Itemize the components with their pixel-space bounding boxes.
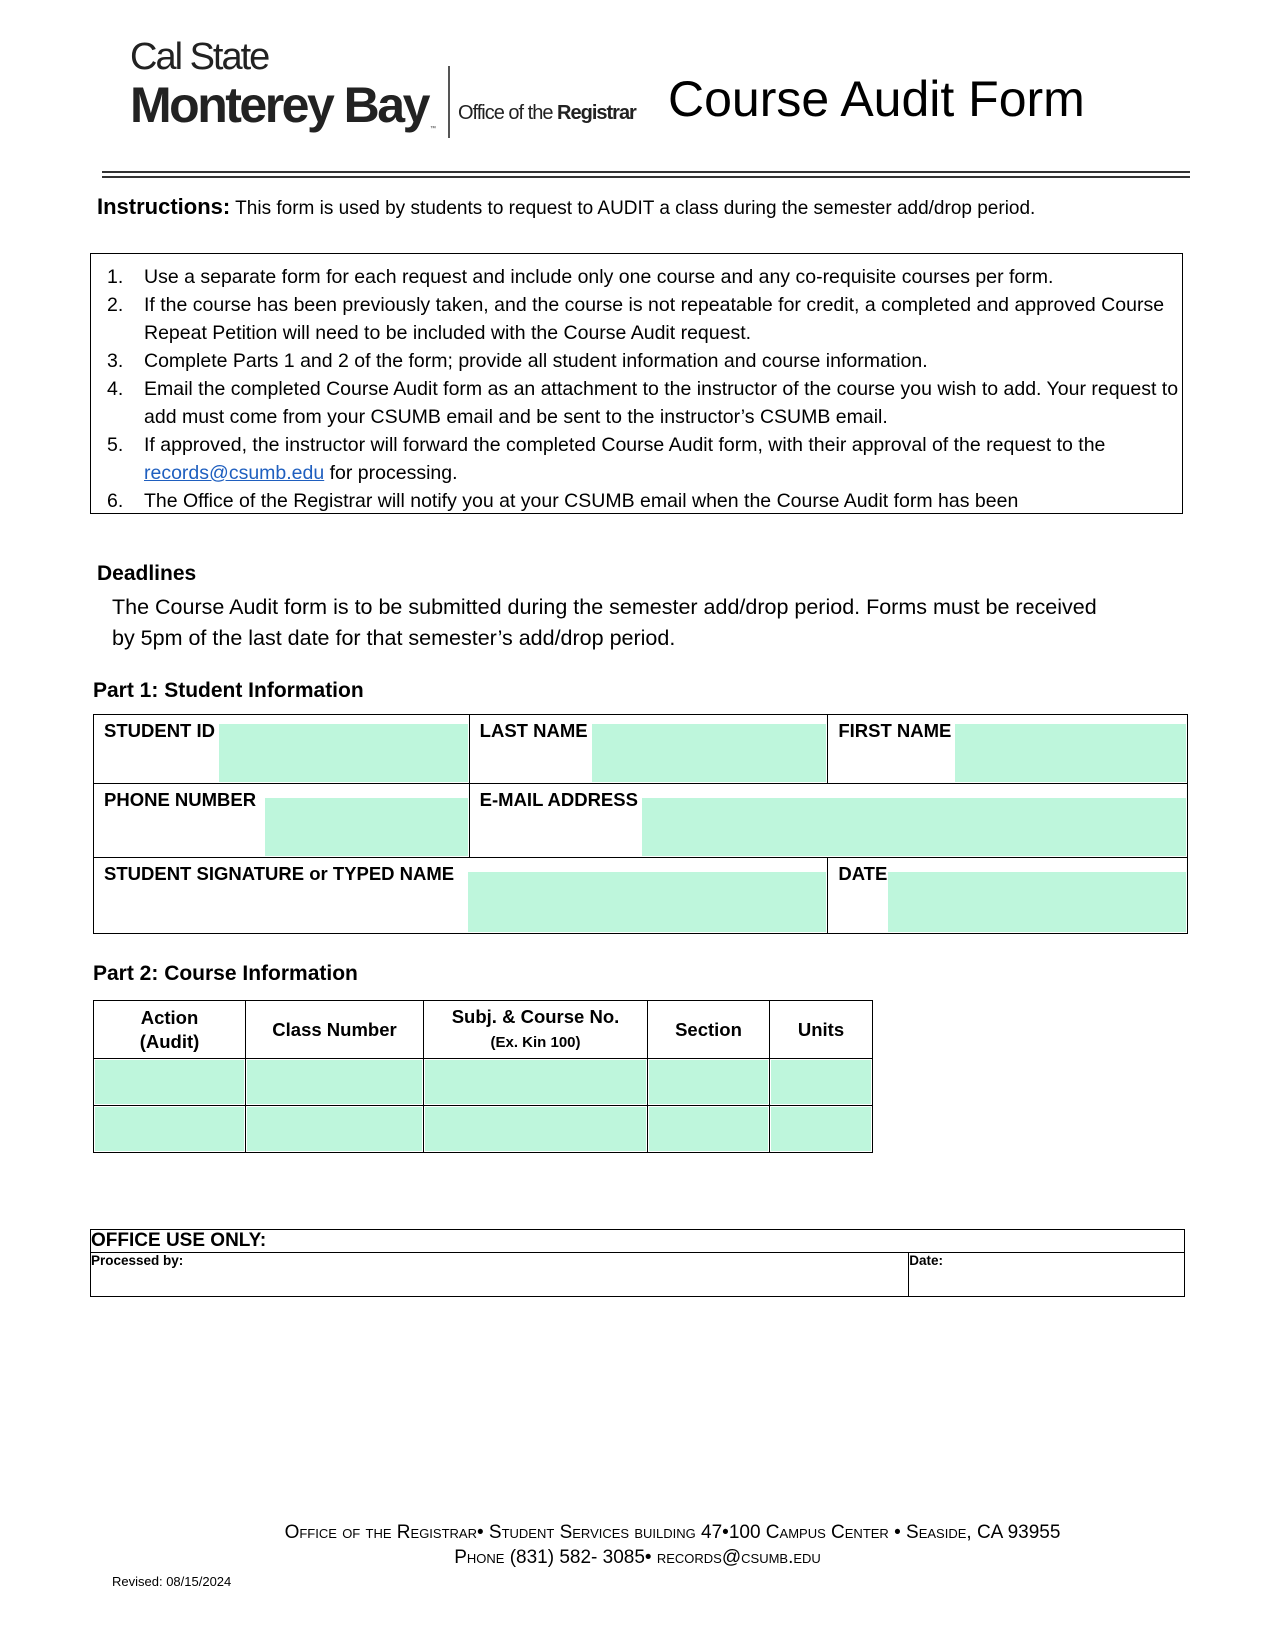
step-number: 4.	[107, 378, 124, 400]
instructions-steps	[91, 263, 1183, 514]
student-info-table	[93, 714, 1188, 934]
subject-field[interactable]	[425, 1107, 646, 1151]
class-number-cell	[246, 1059, 424, 1106]
class-number-cell	[246, 1106, 424, 1153]
date-field[interactable]	[888, 872, 1186, 932]
course-info-table	[93, 1000, 873, 1153]
subject-cell	[424, 1059, 648, 1106]
last-name-label: LAST NAME	[479, 720, 588, 741]
logo-cal-state: Cal State	[130, 36, 269, 78]
section-field[interactable]	[649, 1060, 768, 1104]
col-action	[94, 1001, 246, 1059]
col-subject-course	[424, 1001, 648, 1059]
logo-monterey-bay: Monterey Bay	[130, 77, 428, 133]
step-text: If approved, the instructor will forward the completed Course Audit form, with their approval of the request to the	[144, 434, 1106, 456]
office-use-heading: OFFICE USE ONLY:	[91, 1230, 1185, 1253]
part2-heading: Part 2: Course Information	[93, 962, 358, 985]
logo-office-of-registrar	[458, 102, 636, 125]
step-number: 5.	[107, 434, 124, 456]
office-use-table	[90, 1229, 1185, 1297]
deadlines-text: The Course Audit form is to be submitted during the semester add/drop period. Forms must be received by 5pm of the last date for that semester’s add/drop period.	[112, 595, 1097, 650]
phone-label: PHONE NUMBER	[104, 789, 257, 810]
list-item	[91, 487, 1183, 514]
subject-cell	[424, 1106, 648, 1153]
header-rule-2	[102, 176, 1190, 178]
email-label: E-MAIL ADDRESS	[479, 789, 638, 810]
class-number-field[interactable]	[247, 1060, 422, 1104]
first-name-label: FIRST NAME	[838, 720, 952, 741]
col-units: Units	[770, 1001, 873, 1059]
office-date-cell: Date:	[909, 1253, 1185, 1297]
last-name-cell	[469, 715, 828, 784]
section-cell	[648, 1059, 770, 1106]
list-item	[91, 291, 1183, 347]
col-section: Section	[648, 1001, 770, 1059]
step-number: 1.	[107, 266, 124, 288]
step-number: 3.	[107, 350, 124, 372]
footer-address: Office of the Registrar• Student Services building 47•100 Campus Center • Seaside, CA 93955	[284, 1522, 1061, 1543]
list-item	[91, 431, 1183, 487]
revised-date: Revised: 08/15/2024	[112, 1574, 232, 1589]
step-text: The Office of the Registrar will notify you at your CSUMB email when the Course Audit form has been	[144, 490, 1019, 512]
part1-heading: Part 1: Student Information	[93, 679, 364, 702]
date-label: DATE	[838, 863, 888, 884]
class-number-field[interactable]	[247, 1107, 422, 1151]
action-cell	[94, 1059, 246, 1106]
step-number: 2.	[107, 294, 124, 316]
units-field[interactable]	[771, 1060, 871, 1104]
list-item	[91, 375, 1183, 431]
phone-field[interactable]	[265, 798, 468, 856]
signature-field[interactable]	[468, 872, 826, 932]
signature-cell	[94, 858, 828, 934]
email-cell	[469, 784, 1187, 858]
col-action-label: Action	[140, 1006, 199, 1028]
section-cell	[648, 1106, 770, 1153]
list-item	[91, 263, 1183, 291]
logo-registrar-text: Registrar	[557, 102, 636, 124]
step-text: Email the completed Course Audit form as an attachment to the instructor of the course you wish to add. Your request to add must come from your CSUMB email and be sent to the instructor’s CSUMB email.	[144, 378, 1179, 428]
table-row	[94, 1059, 873, 1106]
action-cell	[94, 1106, 246, 1153]
page-title: Course Audit Form	[668, 71, 1085, 127]
instructions-line	[97, 194, 1035, 220]
step-number: 6.	[107, 490, 124, 512]
signature-label: STUDENT SIGNATURE or TYPED NAME	[104, 863, 455, 884]
step-text: If the course has been previously taken, and the course is not repeatable for credit, a completed and approved Course Repeat Petition will need to be included with the Course Audit request.	[144, 294, 1165, 344]
deadlines-heading: Deadlines	[97, 562, 197, 585]
instructions-steps-box[interactable]	[90, 253, 1183, 514]
instructions-text: This form is used by students to request to AUDIT a class during the semester add/drop period.	[230, 198, 1036, 219]
date-cell	[828, 858, 1188, 934]
section-field[interactable]	[649, 1107, 768, 1151]
units-cell	[770, 1106, 873, 1153]
email-field[interactable]	[642, 798, 1186, 856]
subject-field[interactable]	[425, 1060, 646, 1104]
header-rule	[102, 171, 1190, 173]
first-name-cell	[828, 715, 1188, 784]
records-email-link[interactable]: records@csumb.edu	[144, 462, 325, 484]
student-id-field[interactable]	[219, 724, 468, 782]
logo-divider	[448, 66, 450, 138]
step-text-post: for processing.	[324, 462, 458, 484]
units-cell	[770, 1059, 873, 1106]
step-text: Complete Parts 1 and 2 of the form; provide all student information and course information.	[144, 350, 928, 372]
table-row	[94, 1106, 873, 1153]
footer-contact: Phone (831) 582- 3085• records@csumb.edu	[454, 1547, 821, 1568]
phone-cell	[94, 784, 470, 858]
action-field[interactable]	[95, 1060, 244, 1104]
logo-trademark: ™	[430, 126, 436, 132]
student-id-cell	[94, 715, 470, 784]
col-class-number: Class Number	[246, 1001, 424, 1059]
col-subject-label: Subj. & Course No.	[451, 1005, 620, 1027]
col-action-sub: (Audit)	[139, 1030, 200, 1052]
csumb-logo	[130, 36, 636, 138]
student-id-label: STUDENT ID	[104, 720, 215, 741]
col-subject-example: (Ex. Kin 100)	[490, 1033, 581, 1051]
units-field[interactable]	[771, 1107, 871, 1151]
instructions-label: Instructions:	[97, 194, 231, 219]
last-name-field[interactable]	[592, 724, 827, 782]
logo-office-text: Office of the	[458, 102, 558, 124]
step-text: Use a separate form for each request and include only one course and any co-requisite courses per form.	[144, 266, 1054, 288]
first-name-field[interactable]	[955, 724, 1186, 782]
processed-by-cell: Processed by:	[91, 1253, 909, 1297]
list-item	[91, 347, 1183, 375]
action-field[interactable]	[95, 1107, 244, 1151]
